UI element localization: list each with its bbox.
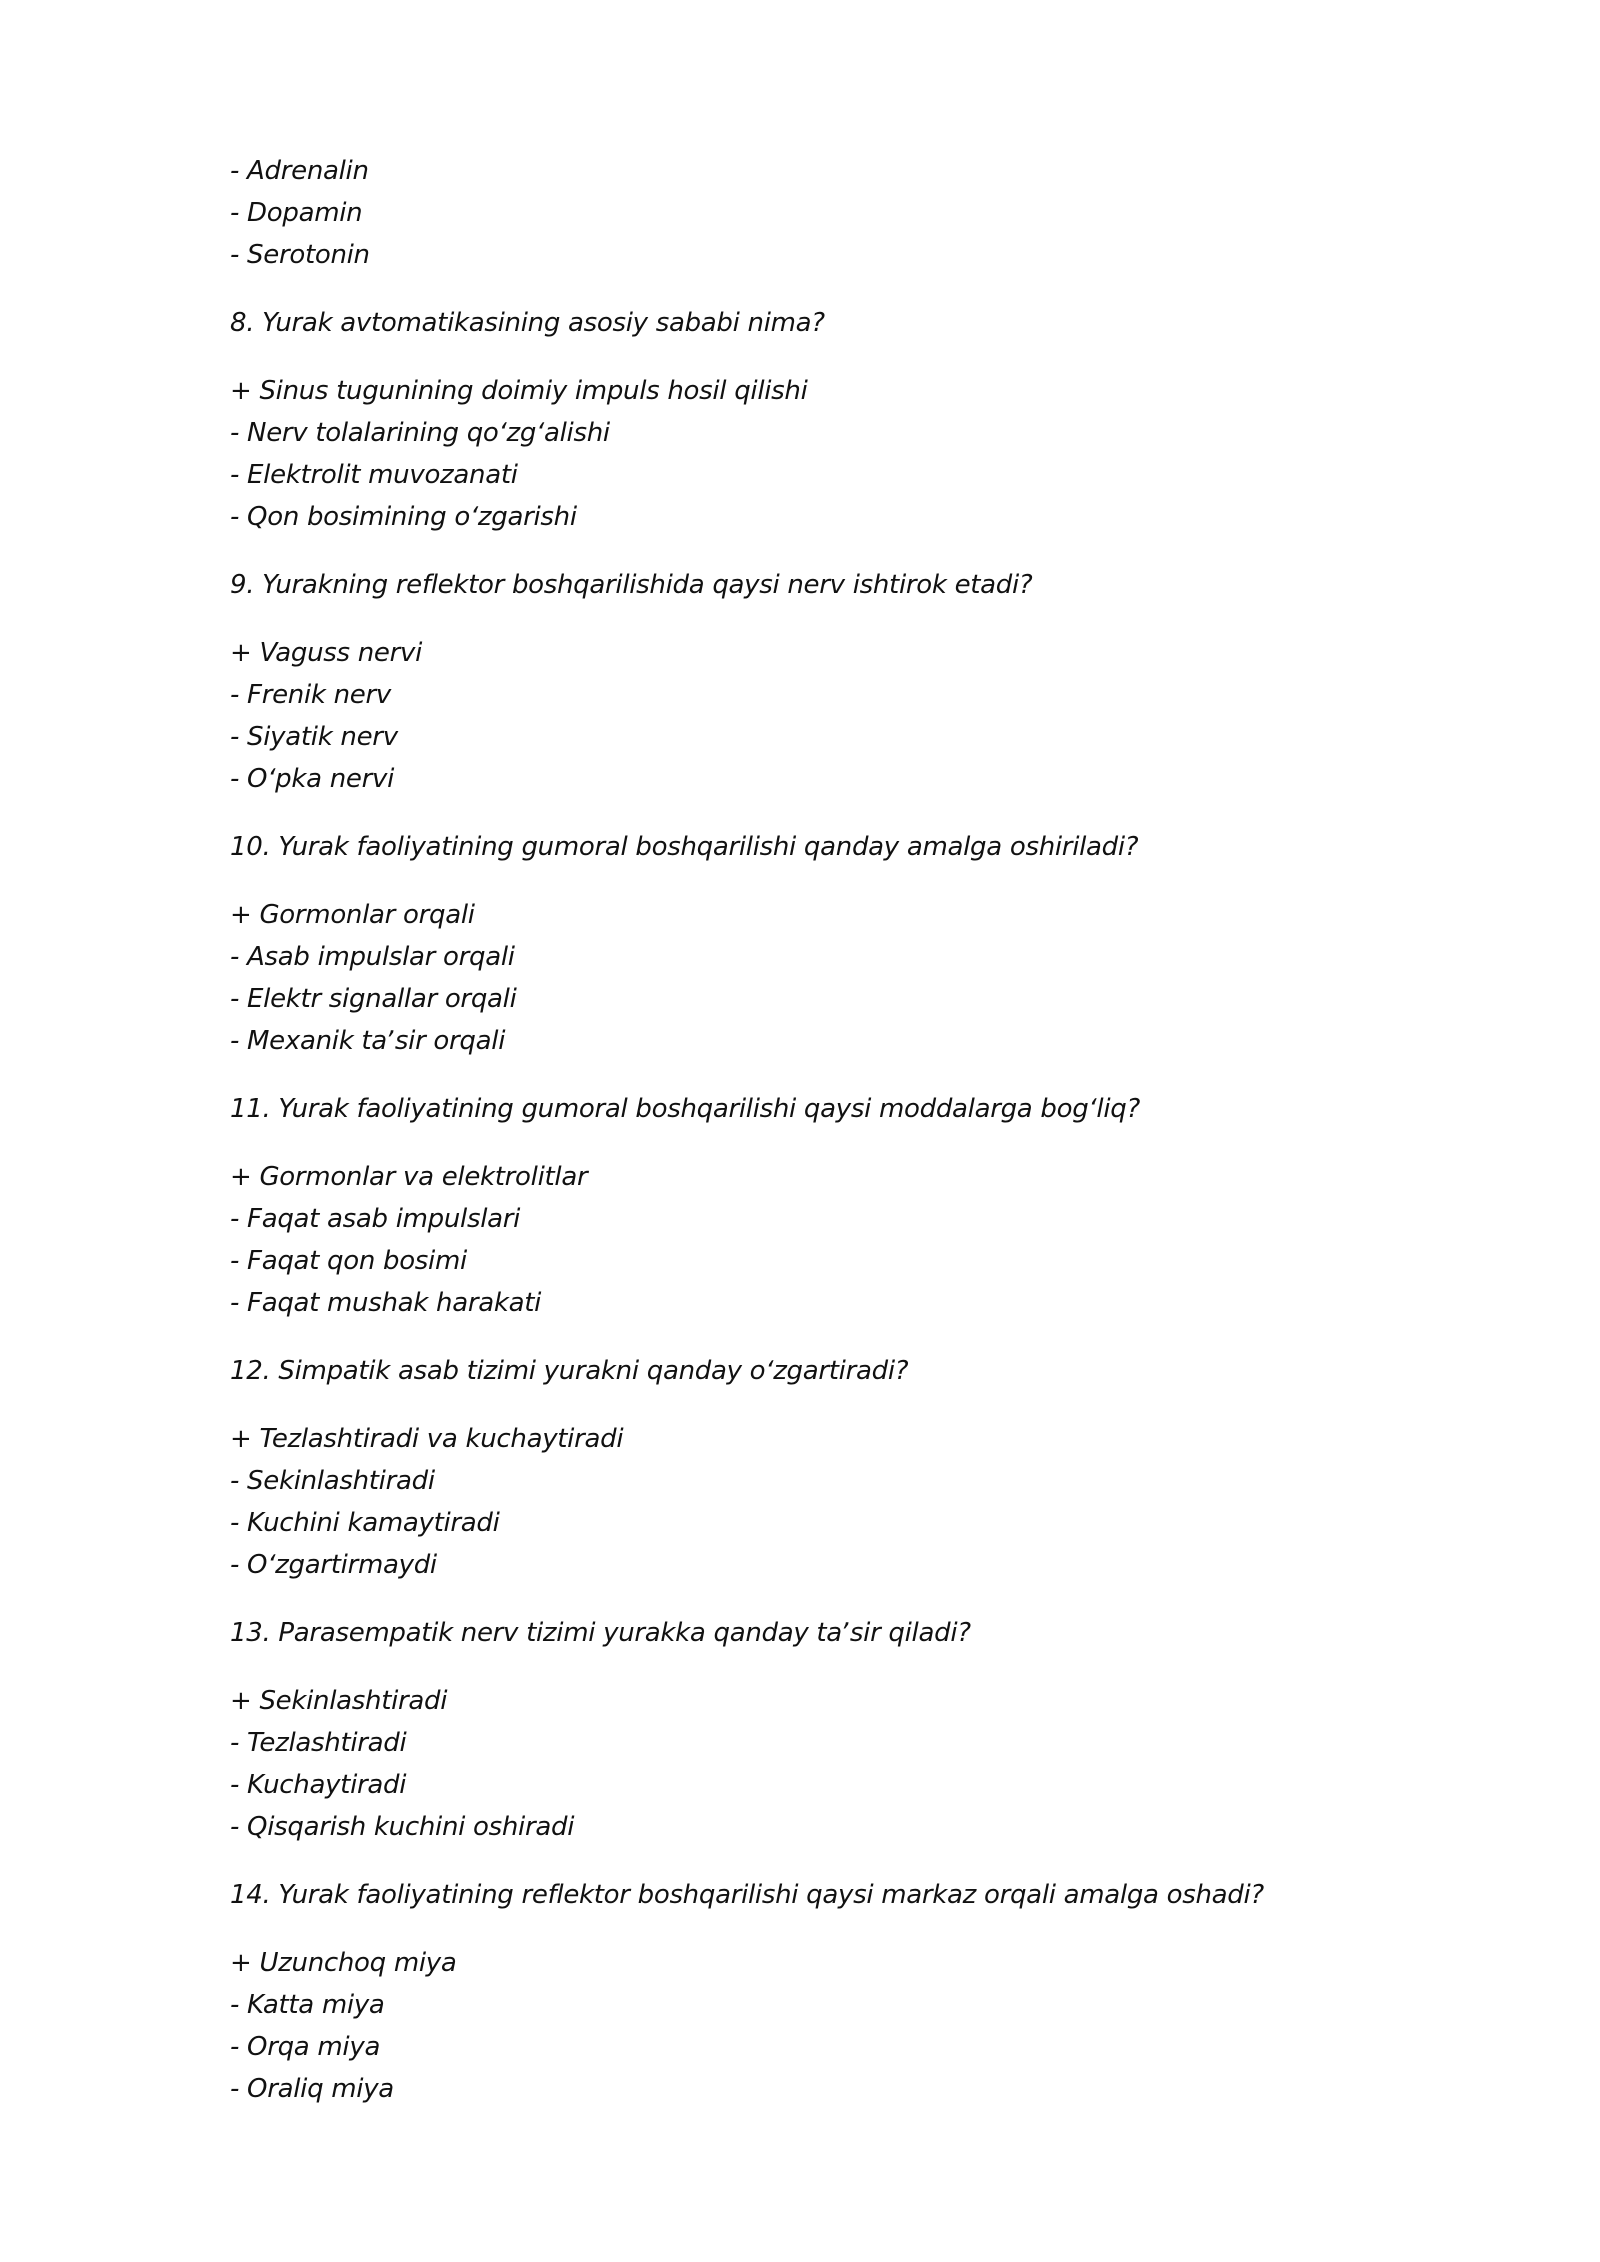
option-line: - Mexanik taʼsir orqali	[230, 1026, 506, 1056]
question-text: 13. Parasempatik nerv tizimi yurakka qanday taʼsir qiladi?	[230, 1618, 971, 1648]
question-block-14	[230, 1874, 1370, 2110]
question-block-13	[230, 1612, 1370, 1848]
option-line: + Sinus tugunining doimiy impuls hosil qilishi	[230, 376, 808, 406]
option-line: - Orqa miya	[230, 2032, 381, 2062]
option-line: - Dopamin	[230, 198, 363, 228]
option-line: - Elektr signallar orqali	[230, 984, 517, 1014]
option-line: - Faqat qon bosimi	[230, 1246, 467, 1276]
option-line: + Gormonlar va elektrolitlar	[230, 1162, 588, 1192]
option-line: - Serotonin	[230, 240, 370, 270]
option-line: - Elektrolit muvozanati	[230, 460, 518, 490]
question-block-12	[230, 1350, 1370, 1586]
option-line: + Gormonlar orqali	[230, 900, 475, 930]
option-line: - Oraliq miya	[230, 2074, 394, 2104]
option-line: - Siyatik nerv	[230, 722, 398, 752]
option-line: - Tezlashtiradi	[230, 1728, 407, 1758]
question-text: 10. Yurak faoliyatining gumoral boshqarilishi qanday amalga oshiriladi?	[230, 832, 1139, 862]
leading-options	[230, 150, 1370, 276]
option-line: - Kuchaytiradi	[230, 1770, 407, 1800]
option-line: - Faqat asab impulslari	[230, 1204, 521, 1234]
question-block-8	[230, 302, 1370, 538]
question-text: 9. Yurakning reflektor boshqarilishida qaysi nerv ishtirok etadi?	[230, 570, 1033, 600]
question-block-11	[230, 1088, 1370, 1324]
option-line: - Frenik nerv	[230, 680, 391, 710]
option-line: - Asab impulslar orqali	[230, 942, 515, 972]
option-line: - Kuchini kamaytiradi	[230, 1508, 500, 1538]
question-text: 14. Yurak faoliyatining reflektor boshqarilishi qaysi markaz orqali amalga oshadi?	[230, 1880, 1264, 1910]
option-line: + Vaguss nervi	[230, 638, 423, 668]
option-line: + Tezlashtiradi va kuchaytiradi	[230, 1424, 624, 1454]
option-line: + Sekinlashtiradi	[230, 1686, 448, 1716]
option-line: - Nerv tolalarining qoʻzgʻalishi	[230, 418, 610, 448]
option-line: - Qisqarish kuchini oshiradi	[230, 1812, 575, 1842]
question-text: 8. Yurak avtomatikasining asosiy sababi nima?	[230, 308, 825, 338]
option-line: - Oʻzgartirmaydi	[230, 1550, 437, 1580]
option-line: + Uzunchoq miya	[230, 1948, 457, 1978]
question-text: 11. Yurak faoliyatining gumoral boshqarilishi qaysi moddalarga bogʻliq?	[230, 1094, 1140, 1124]
option-line: - Adrenalin	[230, 156, 369, 186]
option-line: - Qon bosimining oʻzgarishi	[230, 502, 577, 532]
option-line: - Sekinlashtiradi	[230, 1466, 435, 1496]
question-block-10	[230, 826, 1370, 1062]
question-text: 12. Simpatik asab tizimi yurakni qanday oʻzgartiradi?	[230, 1356, 909, 1386]
question-block-9	[230, 564, 1370, 800]
option-line: - Katta miya	[230, 1990, 385, 2020]
option-line: - Faqat mushak harakati	[230, 1288, 542, 1318]
quiz-content	[230, 150, 1370, 2110]
option-line: - Oʻpka nervi	[230, 764, 395, 794]
